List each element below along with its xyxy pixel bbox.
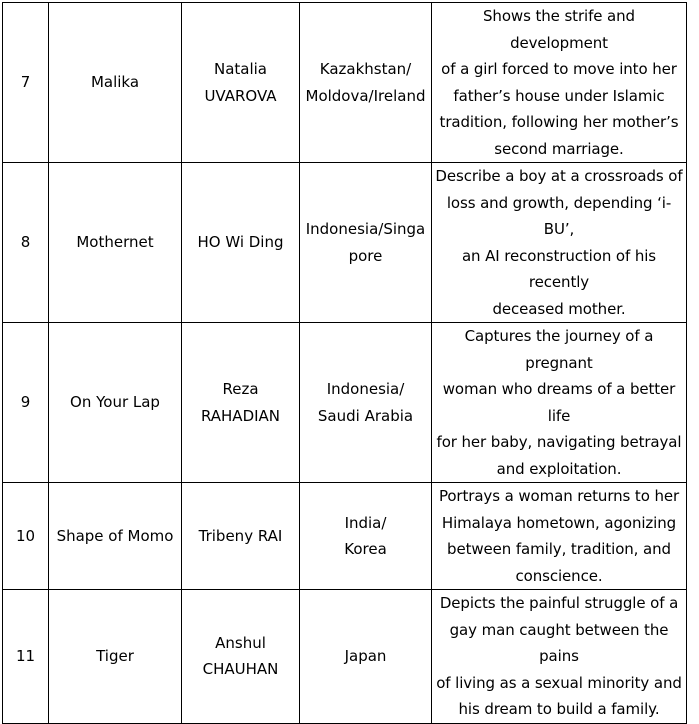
synopsis-line: between family, tradition, and: [447, 540, 671, 558]
film-title-cell: On Your Lap: [49, 323, 182, 483]
director-line: Natalia: [213, 60, 267, 78]
country-cell: [300, 3, 432, 163]
synopsis-line: Describe a boy at a crossroads of: [435, 167, 683, 185]
synopsis-line: loss and growth, depending ‘i-BU’,: [446, 193, 672, 238]
synopsis-line: gay man caught between the pains: [449, 620, 669, 665]
synopsis-line: his dream to build a family.: [458, 700, 660, 718]
director-cell: [182, 590, 300, 724]
director-line: UVAROVA: [204, 86, 277, 105]
synopsis-line: deceased mother.: [492, 299, 626, 318]
synopsis-line: woman who dreams of a better life: [442, 380, 676, 425]
director-cell: [182, 323, 300, 483]
row-number-cell: 10: [3, 483, 49, 590]
film-title-cell: Malika: [49, 3, 182, 163]
country-line: India/: [344, 513, 387, 532]
table-row: [3, 3, 687, 163]
film-title-cell: Shape of Momo: [49, 483, 182, 590]
country-line: Japan: [344, 647, 387, 665]
country-line: Moldova/Ireland: [305, 86, 426, 105]
synopsis-line: Captures the journey of a pregnant: [464, 327, 654, 372]
director-line: Reza: [222, 380, 259, 398]
synopsis-cell: [432, 323, 687, 483]
table-row: [3, 590, 687, 724]
film-title-cell: Mothernet: [49, 163, 182, 323]
synopsis-cell: [432, 163, 687, 323]
country-line: Indonesia/: [326, 380, 405, 398]
synopsis-line: second marriage.: [494, 139, 624, 158]
row-number-cell: 9: [3, 323, 49, 483]
country-line: pore: [348, 246, 383, 265]
synopsis-line: Himalaya hometown, agonizing: [441, 513, 677, 532]
country-line: Indonesia/Singa: [305, 220, 426, 238]
synopsis-cell: [432, 483, 687, 590]
synopsis-line: of living as a sexual minority and: [436, 673, 682, 692]
synopsis-line: Shows the strife and development: [483, 7, 635, 52]
row-number-cell: 11: [3, 590, 49, 724]
director-line: Tribeny RAI: [198, 526, 283, 545]
synopsis-cell: [432, 3, 687, 163]
synopsis-line: tradition, following her mother’s: [439, 113, 679, 131]
table-row: [3, 483, 687, 590]
country-cell: [300, 483, 432, 590]
synopsis-line: Depicts the painful struggle of a: [439, 594, 679, 612]
synopsis-cell: [432, 590, 687, 724]
synopsis-line: of a girl forced to move into her: [441, 60, 677, 78]
film-title-cell: Tiger: [49, 590, 182, 724]
director-line: CHAUHAN: [202, 660, 279, 679]
country-cell: [300, 323, 432, 483]
synopsis-line: for her baby, navigating betrayal: [436, 433, 682, 451]
country-cell: [300, 590, 432, 724]
table-row: [3, 323, 687, 483]
country-line: Korea: [344, 540, 387, 558]
row-number-cell: 8: [3, 163, 49, 323]
director-line: Anshul: [215, 633, 266, 652]
director-cell: [182, 3, 300, 163]
country-line: Kazakhstan/: [319, 60, 412, 78]
table-row: [3, 163, 687, 323]
director-cell: [182, 483, 300, 590]
synopsis-line: conscience.: [515, 566, 603, 585]
synopsis-line: an AI reconstruction of his recently: [461, 246, 657, 291]
film-table: [2, 2, 687, 724]
synopsis-line: father’s house under Islamic: [453, 86, 665, 105]
synopsis-line: Portrays a woman returns to her: [438, 487, 680, 505]
director-line: HO Wi Ding: [197, 233, 284, 252]
country-line: Saudi Arabia: [317, 406, 414, 425]
country-cell: [300, 163, 432, 323]
synopsis-line: and exploitation.: [496, 459, 622, 478]
row-number-cell: 7: [3, 3, 49, 163]
director-line: RAHADIAN: [200, 406, 281, 425]
director-cell: [182, 163, 300, 323]
